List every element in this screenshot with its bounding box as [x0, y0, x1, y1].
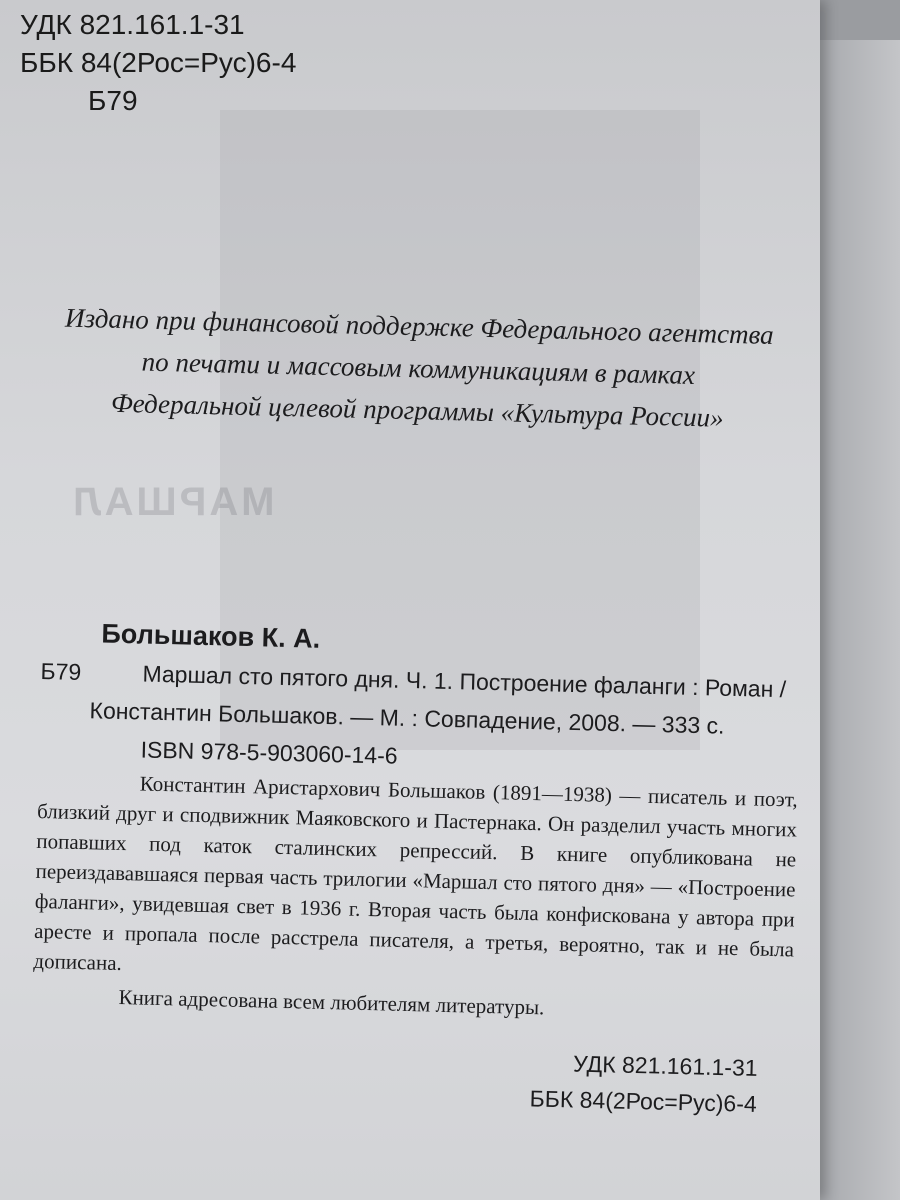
- next-page-edge: [820, 40, 900, 1200]
- record-annotation: [32, 766, 798, 1028]
- funding-note: [37, 296, 800, 441]
- record-title: Маршал сто пятого дня. Ч. 1. Построение фаланги : Роман /: [142, 660, 787, 703]
- bbk-code-bottom: ББК 84(2Рос=Рус)6-4: [529, 1085, 757, 1117]
- record-code: Б79: [40, 657, 82, 685]
- show-through-title: МАРШАЛ: [70, 480, 275, 524]
- udk-code: УДК 821.161.1-31: [20, 9, 245, 40]
- funding-note-line: по печати и массовым коммуникациям в рамках: [141, 346, 696, 391]
- catalog-codes-bottom: [529, 1044, 758, 1122]
- record-author: Большаков К. А.: [101, 618, 321, 654]
- catalog-codes-top: [20, 6, 296, 120]
- funding-note-line: Федеральной целевой программы «Культура России»: [110, 387, 724, 433]
- funding-note-line: Издано при финансовой поддержке Федерального агентства: [64, 302, 774, 350]
- annotation-audience: Книга адресована всем любителям литературы.: [118, 984, 545, 1020]
- bibliographic-record: [32, 612, 820, 1029]
- record-publication: Константин Большаков. — М. : Совпадение, 2008. — 333 с.: [89, 697, 725, 739]
- record-isbn: ISBN 978-5-903060-14-6: [140, 736, 398, 769]
- author-sign-code: Б79: [88, 85, 138, 116]
- annotation-paragraph: Константин Аристархович Большаков (1891—1938) — писатель и поэт, близкий друг и сподвижник Маяковского и Пастернака. Он разделил участь многих попавших под каток сталинских репрессий. В книге опубликована не переиздававшаяся первая часть трилогии «Маршал сто пятого дня» — «Построение фаланги», увидевшая свет в 1936 г. Вторая часть была конфискована у автора при аресте и пропала после расстрела писателя, а третья, вероятно, так и не была дописана.: [33, 771, 798, 976]
- bbk-code: ББК 84(2Рос=Рус)6-4: [20, 47, 297, 78]
- udk-code-bottom: УДК 821.161.1-31: [572, 1050, 758, 1081]
